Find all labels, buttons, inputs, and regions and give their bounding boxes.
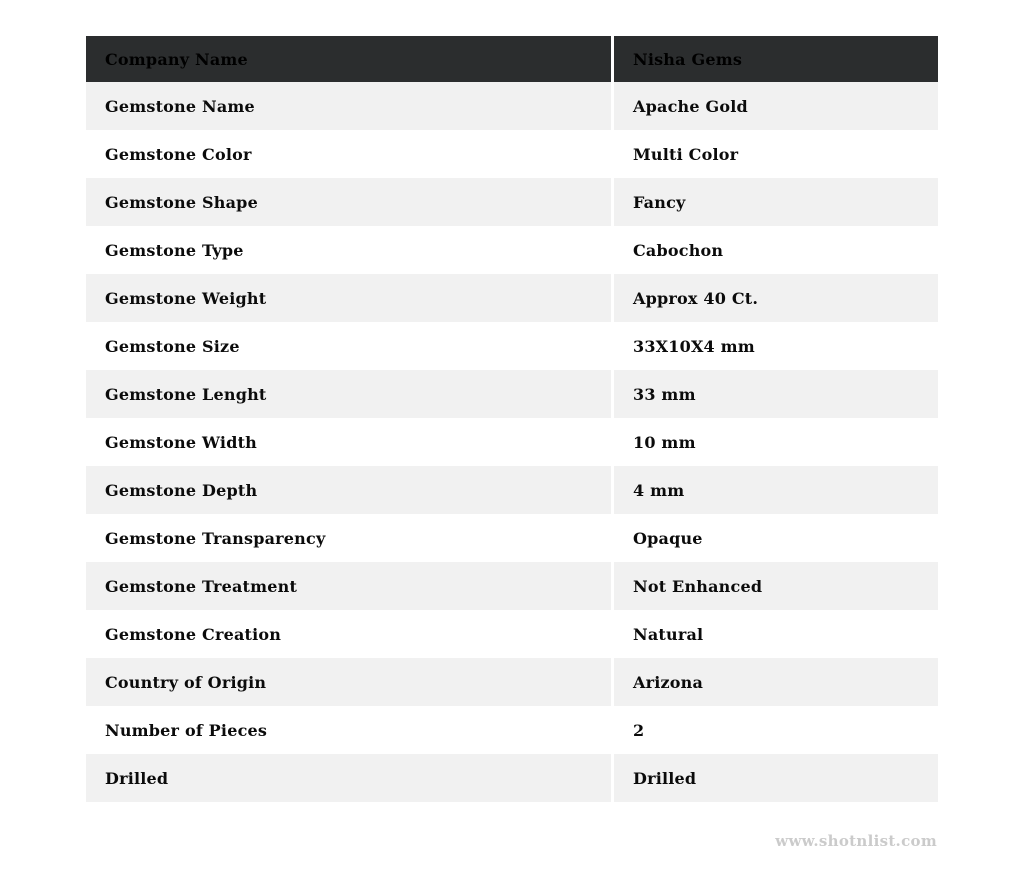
row-value: Fancy	[614, 178, 938, 226]
row-label: Gemstone Lenght	[86, 370, 611, 418]
row-value: Multi Color	[614, 130, 938, 178]
row-label: Drilled	[86, 754, 611, 802]
table-row	[86, 418, 938, 466]
row-label: Gemstone Transparency	[86, 514, 611, 562]
table-row	[86, 562, 938, 610]
table-row	[86, 82, 938, 130]
row-value: 10 mm	[614, 418, 938, 466]
row-label: Gemstone Weight	[86, 274, 611, 322]
table-row	[86, 322, 938, 370]
row-value: 33X10X4 mm	[614, 322, 938, 370]
table-row	[86, 514, 938, 562]
row-label: Number of Pieces	[86, 706, 611, 754]
table-body	[86, 82, 938, 802]
header-label-company-name: Company Name	[86, 36, 611, 82]
row-value: Arizona	[614, 658, 938, 706]
row-value: 2	[614, 706, 938, 754]
table-row	[86, 274, 938, 322]
table-header-row	[86, 36, 938, 82]
row-value: Drilled	[614, 754, 938, 802]
table-row	[86, 466, 938, 514]
table-row	[86, 706, 938, 754]
site-watermark: www.shotnlist.com	[775, 832, 937, 850]
row-value: 33 mm	[614, 370, 938, 418]
row-label: Gemstone Size	[86, 322, 611, 370]
table-row	[86, 754, 938, 802]
row-label: Gemstone Color	[86, 130, 611, 178]
row-label: Gemstone Type	[86, 226, 611, 274]
table-row	[86, 178, 938, 226]
row-label: Gemstone Depth	[86, 466, 611, 514]
row-label: Gemstone Treatment	[86, 562, 611, 610]
table-row	[86, 370, 938, 418]
row-label: Gemstone Creation	[86, 610, 611, 658]
row-value: Apache Gold	[614, 82, 938, 130]
row-value: Opaque	[614, 514, 938, 562]
row-value: 4 mm	[614, 466, 938, 514]
row-label: Gemstone Name	[86, 82, 611, 130]
table-row	[86, 226, 938, 274]
table-row	[86, 610, 938, 658]
gemstone-spec-table	[86, 36, 938, 802]
header-value-company-name: Nisha Gems	[614, 36, 938, 82]
row-label: Gemstone Width	[86, 418, 611, 466]
row-label: Gemstone Shape	[86, 178, 611, 226]
row-value: Cabochon	[614, 226, 938, 274]
row-value: Natural	[614, 610, 938, 658]
table-row	[86, 658, 938, 706]
row-label: Country of Origin	[86, 658, 611, 706]
table-row	[86, 130, 938, 178]
row-value: Approx 40 Ct.	[614, 274, 938, 322]
row-value: Not Enhanced	[614, 562, 938, 610]
